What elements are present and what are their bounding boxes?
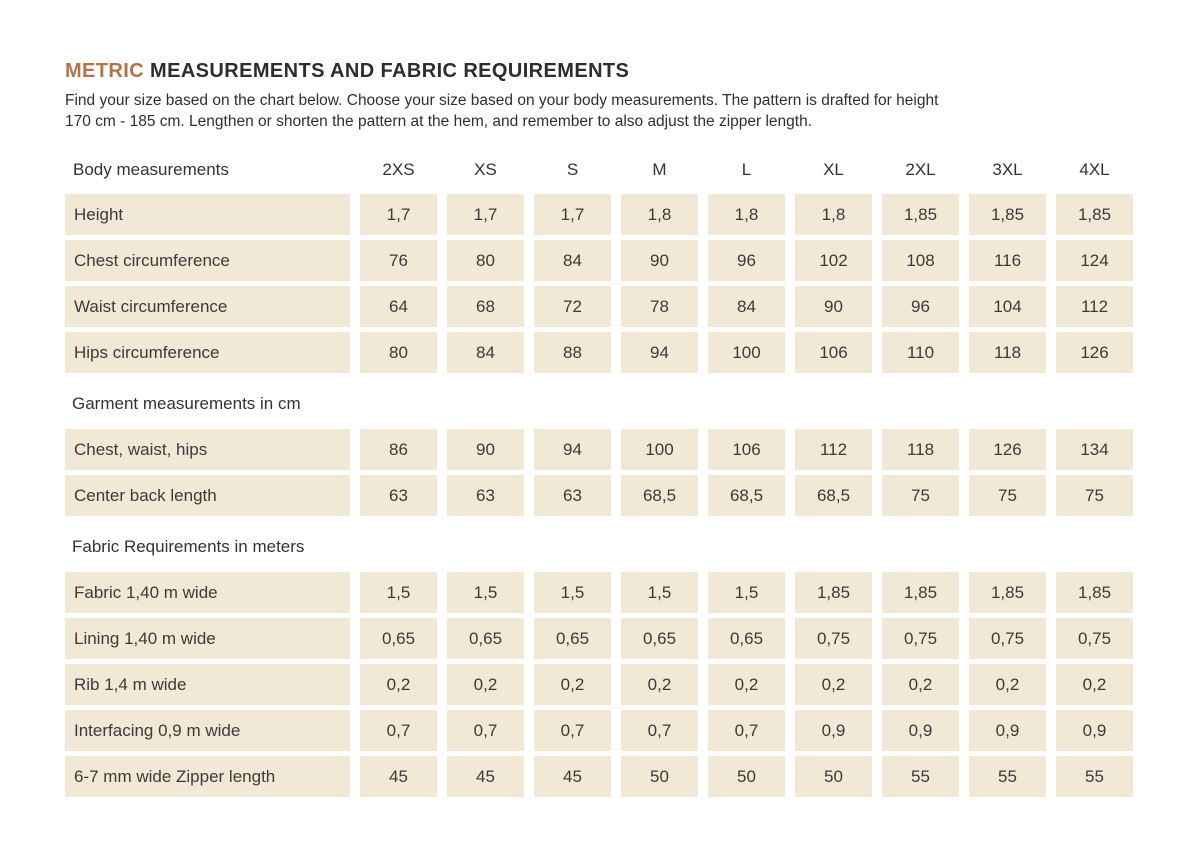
value-cell: 0,9 [882, 710, 959, 751]
value-cell: 50 [795, 756, 872, 797]
value-cell: 0,7 [360, 710, 437, 751]
value-cell: 102 [795, 240, 872, 281]
title-highlight: METRIC [65, 60, 145, 82]
value-cell: 0,2 [447, 664, 524, 705]
value-cell: 63 [447, 475, 524, 516]
value-cell: 1,7 [534, 194, 611, 235]
value-cell: 84 [708, 286, 785, 327]
value-cell: 78 [621, 286, 698, 327]
value-cell: 106 [795, 332, 872, 373]
value-cell: 126 [969, 429, 1046, 470]
value-cell: 112 [1056, 286, 1133, 327]
table-row [65, 240, 1145, 281]
table-row [65, 429, 1145, 470]
value-cell: 68,5 [795, 475, 872, 516]
value-cell: 1,5 [534, 572, 611, 613]
value-cell: 0,7 [534, 710, 611, 751]
value-cell: 90 [795, 286, 872, 327]
row-label: Rib 1,4 m wide [65, 664, 350, 705]
value-cell: 96 [882, 286, 959, 327]
title-rest: MEASUREMENTS AND FABRIC REQUIREMENTS [150, 60, 630, 82]
size-column-header: L [741, 160, 752, 179]
size-column-header: M [652, 160, 667, 179]
value-cell: 0,2 [795, 664, 872, 705]
value-cell: 0,75 [1056, 618, 1133, 659]
value-cell: 0,7 [447, 710, 524, 751]
value-cell: 75 [1056, 475, 1133, 516]
value-cell: 0,65 [447, 618, 524, 659]
value-cell: 0,75 [969, 618, 1046, 659]
value-cell: 0,2 [1056, 664, 1133, 705]
table-row [65, 710, 1145, 751]
size-column-header: XL [823, 160, 844, 179]
row-label: Height [65, 194, 350, 235]
value-cell: 80 [447, 240, 524, 281]
size-column-header: S [566, 160, 579, 179]
value-cell: 76 [360, 240, 437, 281]
table-header-label: Body measurements [73, 160, 229, 179]
value-cell: 1,8 [708, 194, 785, 235]
value-cell: 0,65 [360, 618, 437, 659]
value-cell: 1,85 [1056, 194, 1133, 235]
value-cell: 88 [534, 332, 611, 373]
value-cell: 80 [360, 332, 437, 373]
value-cell: 0,65 [621, 618, 698, 659]
row-label: Chest, waist, hips [65, 429, 350, 470]
value-cell: 0,2 [360, 664, 437, 705]
value-cell: 55 [1056, 756, 1133, 797]
section-heading: Garment measurements in cm [72, 394, 301, 413]
row-label: Interfacing 0,9 m wide [65, 710, 350, 751]
value-cell: 1,5 [621, 572, 698, 613]
table-row [65, 572, 1145, 613]
table-row [65, 475, 1145, 516]
value-cell: 45 [447, 756, 524, 797]
row-label: Fabric 1,40 m wide [65, 572, 350, 613]
measurement-table-body [65, 194, 1145, 797]
value-cell: 110 [882, 332, 959, 373]
value-cell: 55 [882, 756, 959, 797]
value-cell: 0,9 [1056, 710, 1133, 751]
value-cell: 0,75 [882, 618, 959, 659]
table-row [65, 286, 1145, 327]
intro-text-line1: Find your size based on the chart below. Choose your size based on your body measurements. The pattern is drafted for height [65, 92, 939, 109]
intro-text-line2: 170 cm - 185 cm. Lengthen or shorten the pattern at the hem, and remember to also adjust the zipper length. [65, 113, 813, 130]
size-column-header: XS [474, 160, 497, 179]
row-label: Waist circumference [65, 286, 350, 327]
size-column-header: 3XL [992, 160, 1023, 179]
row-label: Center back length [65, 475, 350, 516]
section-heading: Fabric Requirements in meters [72, 537, 305, 556]
value-cell: 63 [360, 475, 437, 516]
value-cell: 1,85 [882, 194, 959, 235]
table-row [65, 756, 1145, 797]
value-cell: 126 [1056, 332, 1133, 373]
value-cell: 86 [360, 429, 437, 470]
value-cell: 84 [534, 240, 611, 281]
value-cell: 0,7 [708, 710, 785, 751]
value-cell: 94 [621, 332, 698, 373]
value-cell: 0,7 [621, 710, 698, 751]
value-cell: 0,65 [534, 618, 611, 659]
value-cell: 90 [621, 240, 698, 281]
value-cell: 1,5 [447, 572, 524, 613]
table-row [65, 194, 1145, 235]
value-cell: 72 [534, 286, 611, 327]
value-cell: 106 [708, 429, 785, 470]
value-cell: 1,5 [708, 572, 785, 613]
value-cell: 68 [447, 286, 524, 327]
value-cell: 68,5 [708, 475, 785, 516]
value-cell: 112 [795, 429, 872, 470]
value-cell: 116 [969, 240, 1046, 281]
table-header-row [65, 152, 1145, 188]
value-cell: 90 [447, 429, 524, 470]
page-title [65, 60, 1145, 83]
size-column-header: 4XL [1079, 160, 1110, 179]
value-cell: 108 [882, 240, 959, 281]
table-row [65, 332, 1145, 373]
size-column-header: 2XL [905, 160, 936, 179]
table-row [65, 618, 1145, 659]
value-cell: 104 [969, 286, 1046, 327]
intro-text [65, 90, 1145, 132]
value-cell: 134 [1056, 429, 1133, 470]
value-cell: 0,65 [708, 618, 785, 659]
value-cell: 0,2 [969, 664, 1046, 705]
value-cell: 75 [882, 475, 959, 516]
value-cell: 84 [447, 332, 524, 373]
value-cell: 1,85 [969, 194, 1046, 235]
value-cell: 0,9 [969, 710, 1046, 751]
value-cell: 1,85 [795, 572, 872, 613]
value-cell: 0,9 [795, 710, 872, 751]
row-label: Hips circumference [65, 332, 350, 373]
value-cell: 63 [534, 475, 611, 516]
value-cell: 100 [621, 429, 698, 470]
value-cell: 1,85 [1056, 572, 1133, 613]
value-cell: 0,2 [882, 664, 959, 705]
value-cell: 96 [708, 240, 785, 281]
table-row [65, 664, 1145, 705]
value-cell: 1,7 [360, 194, 437, 235]
value-cell: 55 [969, 756, 1046, 797]
value-cell: 68,5 [621, 475, 698, 516]
value-cell: 0,2 [621, 664, 698, 705]
value-cell: 100 [708, 332, 785, 373]
value-cell: 1,85 [969, 572, 1046, 613]
value-cell: 1,7 [447, 194, 524, 235]
value-cell: 1,5 [360, 572, 437, 613]
value-cell: 0,75 [795, 618, 872, 659]
value-cell: 50 [621, 756, 698, 797]
row-label: 6-7 mm wide Zipper length [65, 756, 350, 797]
value-cell: 45 [534, 756, 611, 797]
value-cell: 1,8 [621, 194, 698, 235]
value-cell: 0,2 [708, 664, 785, 705]
value-cell: 94 [534, 429, 611, 470]
value-cell: 118 [969, 332, 1046, 373]
value-cell: 124 [1056, 240, 1133, 281]
value-cell: 45 [360, 756, 437, 797]
value-cell: 118 [882, 429, 959, 470]
row-label: Lining 1,40 m wide [65, 618, 350, 659]
size-column-header: 2XS [382, 160, 415, 179]
value-cell: 0,2 [534, 664, 611, 705]
value-cell: 64 [360, 286, 437, 327]
value-cell: 75 [969, 475, 1046, 516]
value-cell: 1,8 [795, 194, 872, 235]
value-cell: 50 [708, 756, 785, 797]
row-label: Chest circumference [65, 240, 350, 281]
value-cell: 1,85 [882, 572, 959, 613]
